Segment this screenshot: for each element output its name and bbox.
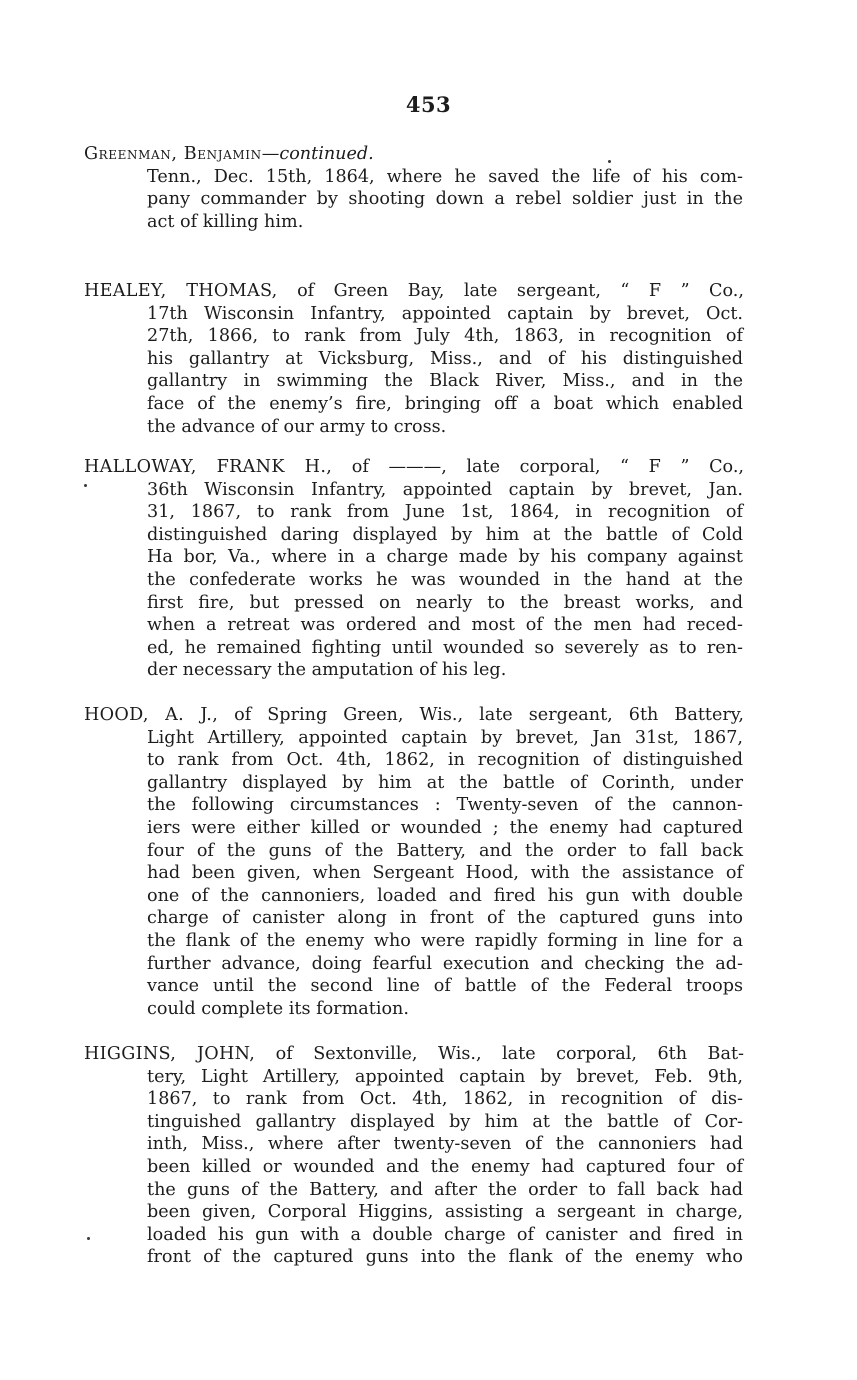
entry-halloway xyxy=(84,456,744,682)
entry-first-rest: of Green Bay, late sergeant, “ F ” Co., xyxy=(297,281,744,301)
entry-healey xyxy=(84,280,744,438)
entry-name: HIGGINS, JOHN, xyxy=(84,1044,256,1064)
entry-line: iers were either killed or wounded ; the enemy had captured xyxy=(147,817,743,838)
entry-line: vance until the second line of battle of the Federal troops xyxy=(147,976,743,997)
entry-line: four of the guns of the Battery, and the order to fall back xyxy=(147,840,743,861)
ink-speck xyxy=(84,484,87,487)
entry-line: first fire, but pressed on nearly to the breast works, and xyxy=(147,592,743,613)
entry-line: der necessary the amputation of his leg. xyxy=(147,660,507,681)
entry-line: could complete its formation. xyxy=(147,998,409,1019)
entry-line: gallantry in swimming the Black River, Miss., and in the xyxy=(147,371,743,392)
entry-line: the flank of the enemy who were rapidly forming in line for a xyxy=(147,930,743,951)
entry-line: loaded his gun with a double charge of canister and fired in xyxy=(147,1224,743,1245)
entry-line: distinguished daring displayed by him at the battle of Cold xyxy=(147,524,743,545)
entry-line: 17th Wisconsin Infantry, appointed captain by brevet, Oct. xyxy=(147,303,743,324)
entry-line: had been given, when Sergeant Hood, with the assistance of xyxy=(147,863,743,884)
entry-name: HALLOWAY, FRANK H., xyxy=(84,457,333,477)
entry-name: HEALEY, THOMAS, xyxy=(84,281,278,301)
entry-line: 27th, 1866, to rank from July 4th, 1863, in recognition of xyxy=(147,326,743,347)
entry-line: 1867, to rank from Oct. 4th, 1862, in recognition of dis- xyxy=(147,1089,743,1110)
continued-label: continued. xyxy=(279,144,374,164)
entry-line: charge of canister along in front of the captured guns into xyxy=(147,908,743,929)
entry-line: further advance, doing fearful execution and checking the ad- xyxy=(147,953,743,974)
page-number: 453 xyxy=(405,92,452,117)
entry-name: Greenman, Benjamin xyxy=(84,144,262,164)
entry-line: to rank from Oct. 4th, 1862, in recognition of distinguished xyxy=(147,750,743,771)
entry-line: been killed or wounded and the enemy had captured four of xyxy=(147,1156,743,1177)
entry-line: inth, Miss., where after twenty-seven of the cannoniers had xyxy=(147,1134,743,1155)
entry-line: Tenn., Dec. 15th, 1864, where he saved the life of his com- xyxy=(147,166,743,187)
entry-higgins xyxy=(84,1043,744,1269)
entry-line: ed, he remained fighting until wounded so severely as to ren- xyxy=(147,637,743,658)
entry-first-line xyxy=(84,456,744,479)
entry-line: his gallantry at Vicksburg, Miss., and of his distinguished xyxy=(147,348,743,369)
entry-line: Ha bor, Va., where in a charge made by his company against xyxy=(147,547,743,568)
heading-dash: — xyxy=(261,144,280,164)
entry-first-line xyxy=(84,1043,744,1066)
entry-line: tinguished gallantry displayed by him at the battle of Cor- xyxy=(147,1111,743,1132)
entry-line: face of the enemy’s fire, bringing off a boat which enabled xyxy=(147,393,743,414)
entry-name: HOOD, A. J., xyxy=(84,705,219,725)
ink-speck xyxy=(87,1237,90,1240)
entry-first-rest: of ———, late corporal, “ F ” Co., xyxy=(351,457,745,477)
entry-first-line xyxy=(84,280,744,303)
entry-greenman xyxy=(84,143,744,233)
entry-heading xyxy=(84,143,744,166)
entry-hood xyxy=(84,704,744,1020)
entry-line: the confederate works he was wounded in the hand at the xyxy=(147,569,743,590)
entry-line: pany commander by shooting down a rebel soldier just in the xyxy=(147,189,743,210)
entry-line: 31, 1867, to rank from June 1st, 1864, in recognition of xyxy=(147,502,743,523)
entry-line: been given, Corporal Higgins, assisting a sergeant in charge, xyxy=(147,1202,743,1223)
entry-first-line xyxy=(84,704,744,727)
entry-line: the guns of the Battery, and after the order to fall back had xyxy=(147,1179,743,1200)
entry-first-rest: of Spring Green, Wis., late sergeant, 6th Battery, xyxy=(234,705,744,725)
entry-line: the following circumstances : Twenty-seven of the cannon- xyxy=(147,795,743,816)
entry-line: Light Artillery, appointed captain by brevet, Jan 31st, 1867, xyxy=(147,727,743,748)
entry-line: 36th Wisconsin Infantry, appointed captain by brevet, Jan. xyxy=(147,479,743,500)
entry-line: one of the cannoniers, loaded and fired his gun with double xyxy=(147,885,743,906)
entry-line: when a retreat was ordered and most of the men had reced- xyxy=(147,615,743,636)
entry-line: gallantry displayed by him at the battle of Corinth, under xyxy=(147,772,743,793)
entry-line: act of killing him. xyxy=(147,211,304,232)
ink-speck xyxy=(608,160,611,163)
entry-line: front of the captured guns into the flank of the enemy who xyxy=(147,1247,743,1268)
entry-line: the advance of our army to cross. xyxy=(147,416,447,437)
entry-first-rest: of Sextonville, Wis., late corporal, 6th Bat- xyxy=(275,1044,744,1064)
entry-line: tery, Light Artillery, appointed captain by brevet, Feb. 9th, xyxy=(147,1066,743,1087)
